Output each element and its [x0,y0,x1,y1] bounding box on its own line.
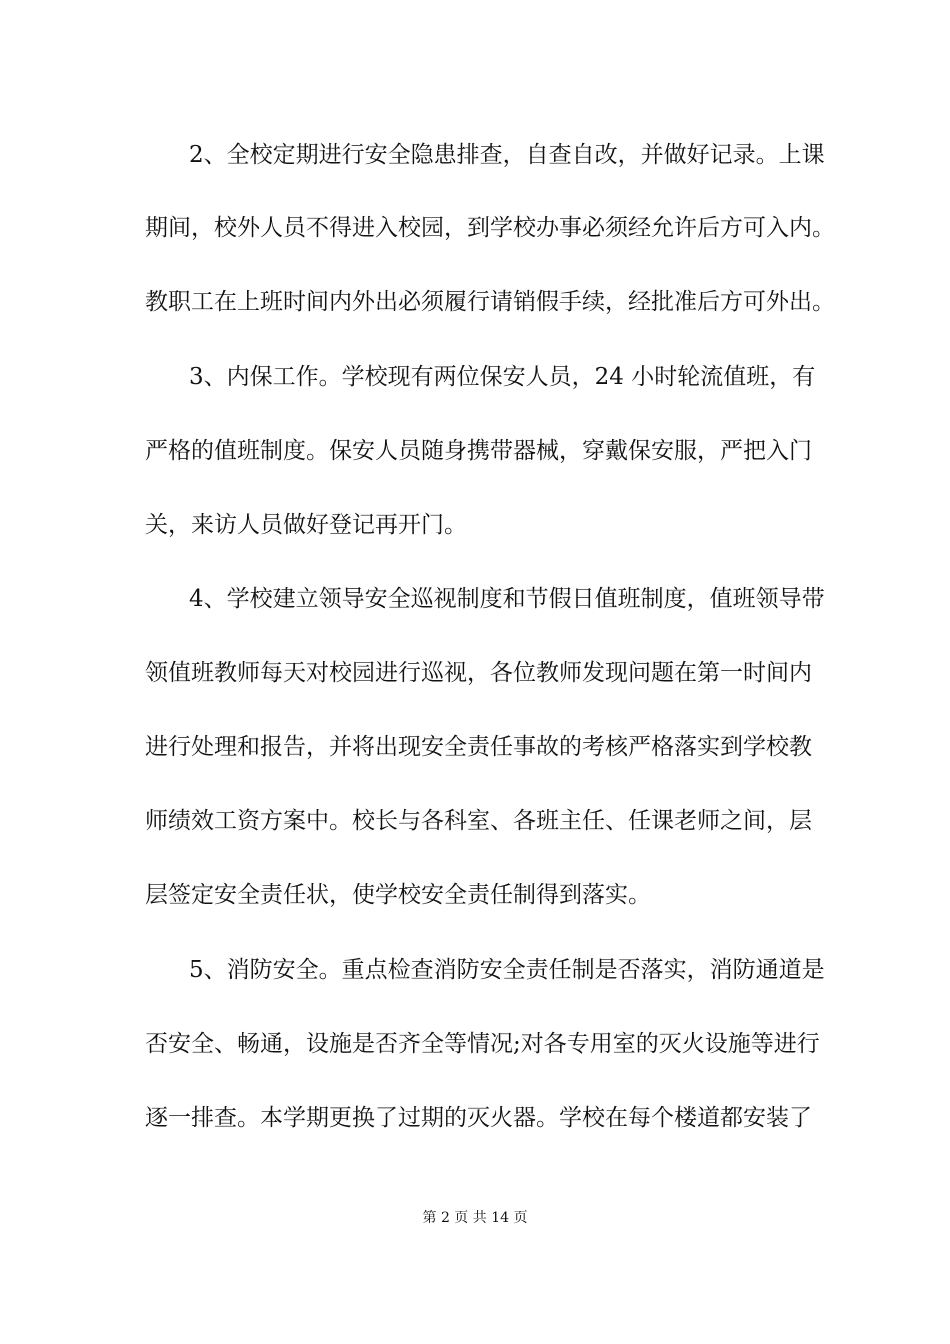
paragraph-4-line-2: 领值班教师每天对校园进行巡视，各位教师发现问题在第一时间内 [145,660,812,686]
paragraph-2-line-3: 教职工在上班时间内外出必须履行请销假手续，经批准后方可外出。 [145,289,835,315]
paragraph-5-line-2: 否安全、畅通，设施是否齐全等情况;对各专用室的灭火设施等进行 [145,1031,820,1057]
paragraph-4-line-4: 师绩效工资方案中。校长与各科室、各班主任、任课老师之间，层 [145,808,812,834]
paragraph-3-line-1: 3、内保工作。学校现有两位保安人员，24 小时轮流值班，有 [189,364,816,390]
page-number-footer: 第 2 页 共 14 页 [422,1210,528,1226]
paragraph-4-line-5: 层签定安全责任状，使学校安全责任制得到落实。 [145,882,651,908]
paragraph-5-line-1: 5、消防安全。重点检查消防安全责任制是否落实，消防通道是 [189,957,825,983]
paragraph-5-line-3: 逐一排查。本学期更换了过期的灭火器。学校在每个楼道都安装了 [145,1105,812,1131]
paragraph-2-line-2: 期间，校外人员不得进入校园，到学校办事必须经允许后方可入内。 [145,215,835,241]
paragraph-4-line-3: 进行处理和报告，并将出现安全责任事故的考核严格落实到学校教 [145,734,812,760]
paragraph-4-line-1: 4、学校建立领导安全巡视制度和节假日值班制度，值班领导带 [189,586,825,612]
paragraph-2-line-1: 2、全校定期进行安全隐患排查，自查自改，并做好记录。上课 [189,142,825,168]
paragraph-3-line-2: 严格的值班制度。保安人员随身携带器械，穿戴保安服，严把入门 [145,438,812,464]
paragraph-3-line-3: 关，来访人员做好登记再开门。 [145,512,467,538]
